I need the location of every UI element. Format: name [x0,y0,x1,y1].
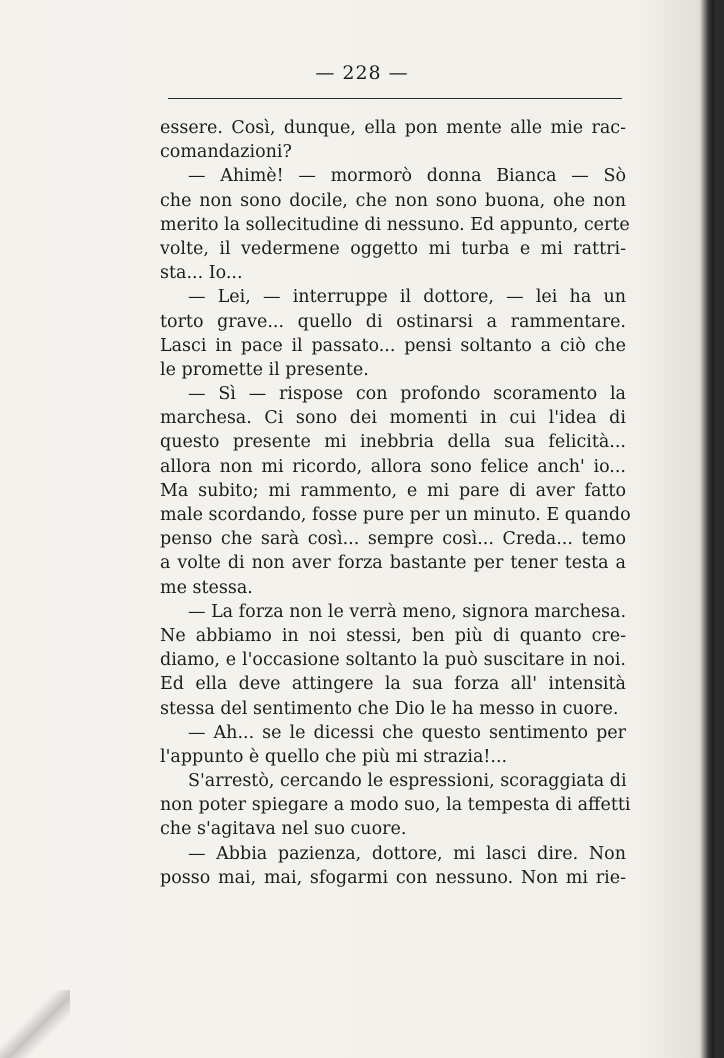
text-line: — Ah... se le dicessi che questo sentimento per [188,722,626,743]
corner-fold [0,990,70,1058]
text-line: le promette il presente. [160,359,369,380]
text-line: — Sì — rispose con profondo scoramento la [188,384,626,405]
text-line: volte, il vedermene oggetto mi turba e mi rattri- [160,238,626,259]
text-line: — Ahimè! — mormorò donna Bianca — Sò [188,166,626,187]
text-line: posso mai, mai, sfogarmi con nessuno. Non mi rie- [160,867,626,888]
text-line: questo presente mi inebbria della sua felicità... [160,432,626,453]
text-line: Ed ella deve attingere la sua forza all' intensità [160,674,626,695]
text-line: non poter spiegare a modo suo, la tempesta di affetti [160,795,631,816]
book-spine-edge [714,0,724,1058]
text-line: S'arrestò, cercando le espressioni, scoraggiata di [188,771,627,792]
text-line: marchesa. Ci sono dei momenti in cui l'idea di [160,408,626,429]
text-line: male scordando, fosse pure per un minuto. E quando [160,505,631,525]
text-line: torto grave... quello di ostinarsi a rammentare. [160,311,626,332]
text-line: che non sono docile, che non sono buona, ohe non [160,190,626,211]
text-line: l'appunto è quello che più mi strazia!... [160,746,508,767]
header-rule [168,98,622,99]
text-line: stessa del sentimento che Dio le ha messo in cuore. [160,698,619,719]
text-line: me stessa. [160,577,253,598]
text-line: — Abbia pazienza, dottore, mi lasci dire. Non [188,843,626,864]
body-text [160,116,631,890]
text-line: a volte di non aver forza bastante per tener testa a [160,553,626,574]
text-line: diamo, e l'occasione soltanto la può suscitare in noi. [160,650,626,671]
text-line: Ma subito; mi rammento, e mi pare di aver fatto [160,480,626,501]
book-spine-shadow [700,0,714,1058]
text-line: penso che sarà così... sempre così... Creda... temo [160,529,626,550]
text-line: che s'agitava nel suo cuore. [160,819,407,840]
text-line: sta... Io... [160,263,243,284]
text-line: — La forza non le verrà meno, signora marchesa. [188,601,627,622]
text-line: allora non mi ricordo, allora sono felice anch' io... [160,456,626,477]
text-line: — Lei, — interruppe il dottore, — lei ha un [188,287,626,308]
text-line: merito la sollecitudine di nessuno. Ed appunto, certe [160,214,630,235]
text-line: Lasci in pace il passato... pensi soltanto a ciò che [160,335,626,356]
page-number: — 228 — [315,62,409,84]
text-line: essere. Così, dunque, ella pon mente alle mie rac- [160,118,626,138]
text-line: comandazioni? [160,142,292,163]
text-line: Ne abbiamo in noi stessi, ben più di quanto cre- [160,625,626,646]
